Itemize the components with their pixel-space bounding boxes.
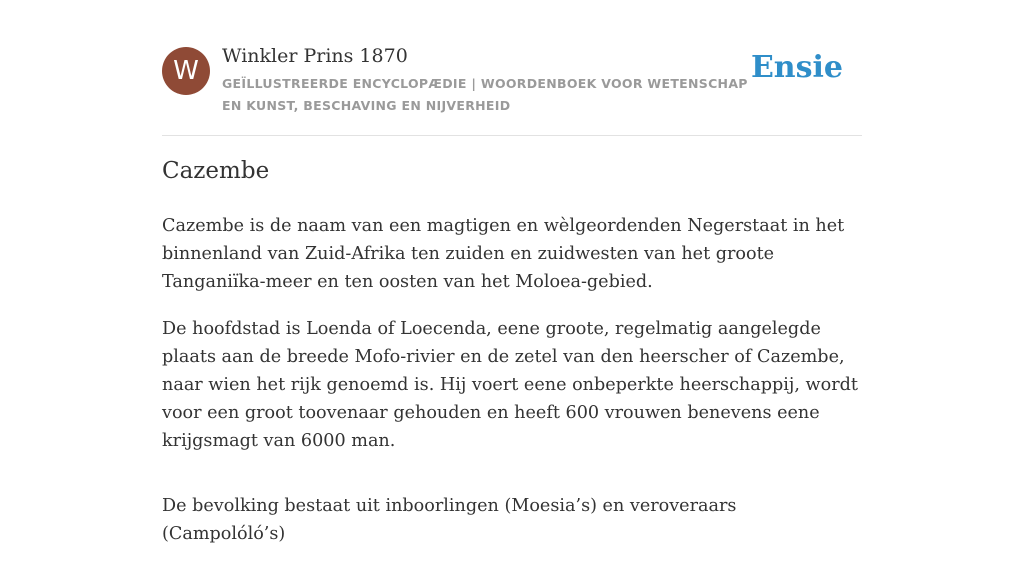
ensie-logo-link[interactable]: Ensie (750, 50, 843, 85)
article-body (162, 212, 862, 567)
source-avatar[interactable]: W (162, 47, 210, 95)
source-header (162, 44, 862, 136)
source-subtitle: GEÏLLUSTREERDE ENCYCLOPÆDIE | WOORDENBOEK VOOR WETENSCHAP EN KUNST, BESCHAVING EN NIJVERHEID (222, 76, 748, 113)
article-paragraph: De hoofdstad is Loenda of Loecenda, eene groote, regelmatig aangelegde plaats aan de breede Mofo-rivier en de zetel van den heerscher of Cazembe, naar wien het rijk genoemd is. Hij voert eene onbeperkte heerschappij, wordt voor een groot toovenaar gehouden en heeft 600 vrouwen benevens eene krijgsmagt van 6000 man. (162, 319, 858, 451)
article-title: Cazembe (162, 158, 270, 184)
source-title[interactable]: Winkler Prins 1870 (222, 45, 408, 67)
article-paragraph: Cazembe is de naam van een magtigen en wèlgeordenden Negerstaat in het binnenland van Zuid-Afrika ten zuiden en zuidwesten van het groote Tanganiïka-meer en ten oosten van het Moloea-gebied. (162, 216, 845, 292)
article-paragraph: De bevolking bestaat uit inboorlingen (Moesia’s) en veroveraars (Campolóló’s) (162, 496, 737, 544)
